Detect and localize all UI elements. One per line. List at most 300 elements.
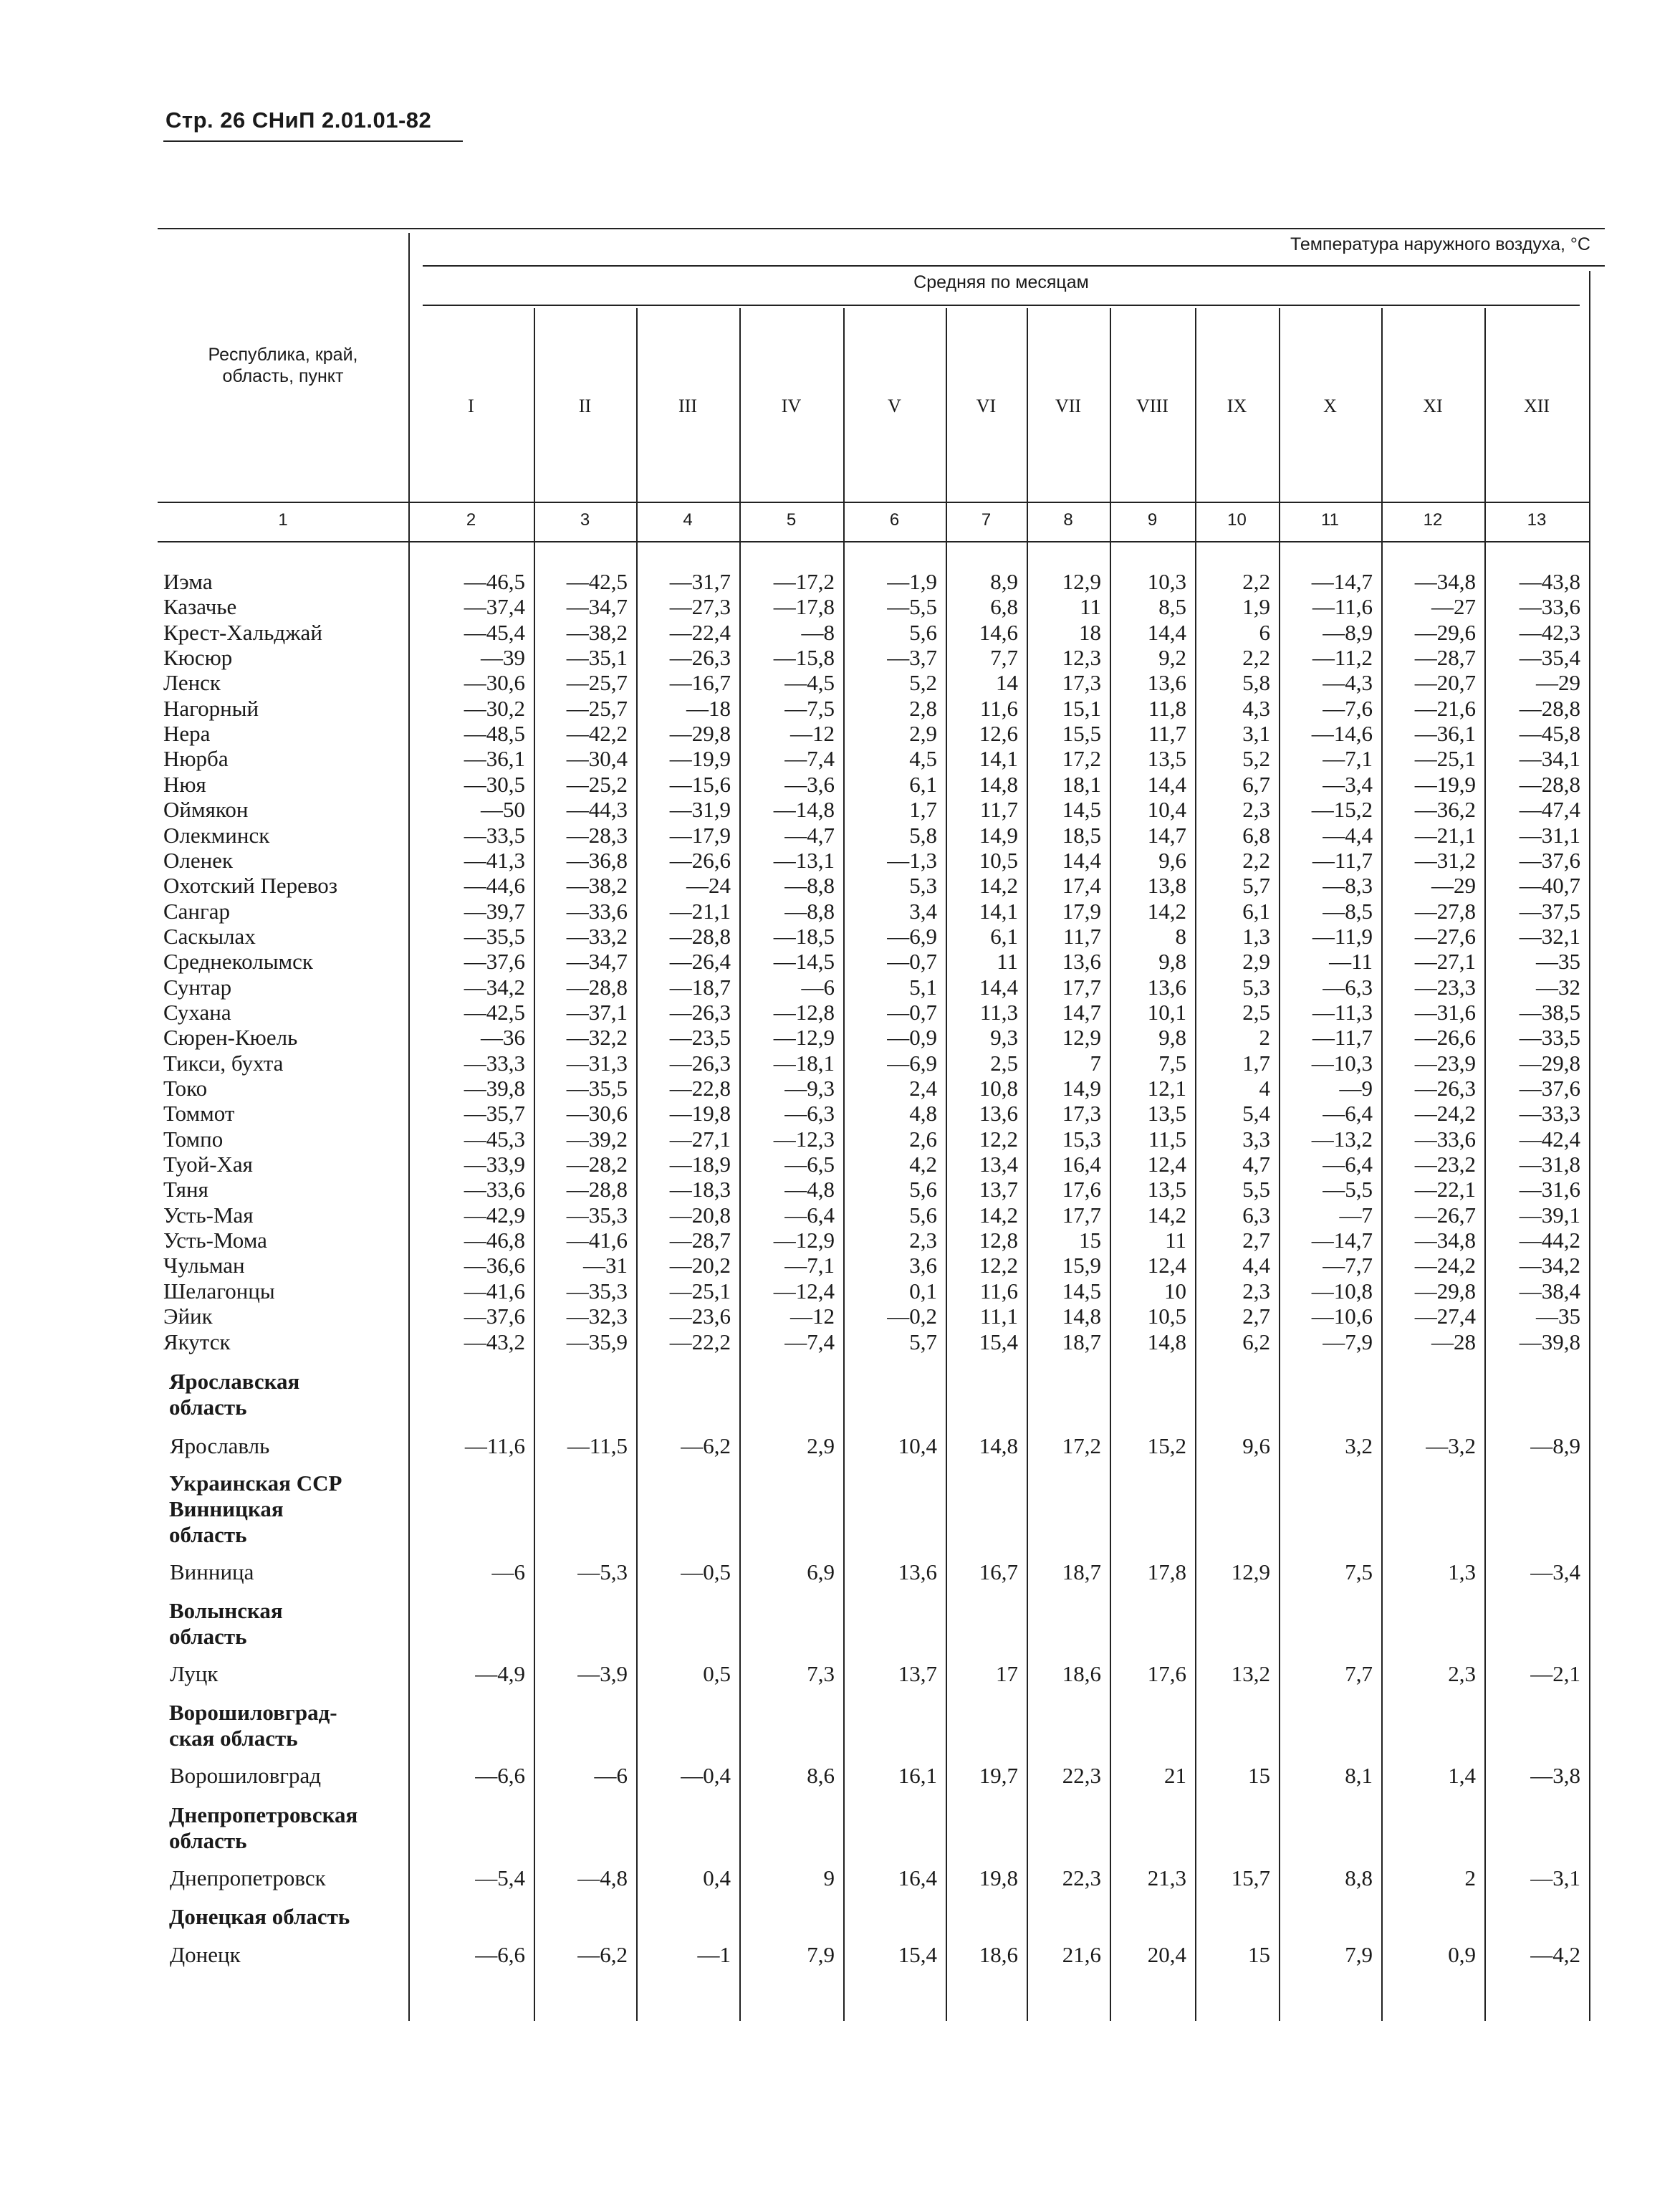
data-cell: 2,2 xyxy=(1242,645,1270,671)
data-cell: —5,4 xyxy=(475,1865,525,1890)
data-cell: —28,8 xyxy=(1519,771,1580,797)
data-cell: —24 xyxy=(686,873,731,899)
data-cell: 15,4 xyxy=(979,1329,1018,1354)
data-cell: 15 xyxy=(1248,1942,1270,1967)
data-cell: 8 xyxy=(1175,923,1186,949)
data-cell: —26,3 xyxy=(1414,1076,1476,1101)
data-cell: —22,2 xyxy=(669,1329,731,1354)
data-cell: —6,4 xyxy=(784,1202,835,1228)
section-heading: Ворошиловград- ская область xyxy=(169,1700,337,1751)
data-cell: —21,6 xyxy=(1414,695,1476,721)
data-cell: —30,2 xyxy=(464,695,525,721)
data-cell: —30,5 xyxy=(464,771,525,797)
data-cell: —45,3 xyxy=(464,1126,525,1152)
data-cell: 6,2 xyxy=(1242,1329,1270,1354)
data-cell: 7 xyxy=(1090,1050,1101,1076)
data-cell: —35,1 xyxy=(566,645,628,671)
data-cell: 17,7 xyxy=(1062,974,1101,1000)
data-cell: —26,3 xyxy=(669,999,731,1025)
data-cell: —33,3 xyxy=(464,1050,525,1076)
column-number: 10 xyxy=(1227,510,1247,530)
data-cell: —45,8 xyxy=(1519,721,1580,747)
data-cell: —38,5 xyxy=(1519,999,1580,1025)
group-header: Температура наружного воздуха, °С xyxy=(1290,234,1590,254)
data-cell: 7,9 xyxy=(1345,1942,1373,1967)
data-cell: —6,4 xyxy=(1323,1101,1373,1127)
data-cell: —32,1 xyxy=(1519,923,1580,949)
data-cell: 12,9 xyxy=(1062,569,1101,594)
data-cell: —34,7 xyxy=(566,594,628,620)
data-cell: 2,5 xyxy=(990,1050,1018,1076)
data-cell: 14 xyxy=(996,670,1018,696)
data-cell: —6,6 xyxy=(475,1942,525,1967)
data-cell: —6,6 xyxy=(475,1763,525,1788)
month-header: XII xyxy=(1523,396,1550,416)
data-cell: —6,9 xyxy=(887,1050,937,1076)
data-cell: 17,6 xyxy=(1062,1177,1101,1202)
data-cell: 18,5 xyxy=(1062,822,1101,848)
data-cell: 4,5 xyxy=(909,746,937,772)
data-cell: 13,7 xyxy=(898,1661,937,1686)
data-cell: —18,3 xyxy=(669,1177,731,1202)
data-cell: —20,2 xyxy=(669,1253,731,1278)
data-cell: —23,5 xyxy=(669,1025,731,1051)
data-cell: —33,6 xyxy=(464,1177,525,1202)
data-cell: —41,3 xyxy=(464,847,525,873)
row-name: Сюрен-Кюель xyxy=(163,1025,298,1051)
data-cell: 2,9 xyxy=(807,1433,835,1458)
data-cell: —48,5 xyxy=(464,721,525,747)
data-cell: —6,3 xyxy=(784,1101,835,1127)
data-cell: —26,6 xyxy=(1414,1025,1476,1051)
data-cell: —12,9 xyxy=(773,1228,835,1253)
data-cell: —24,2 xyxy=(1414,1253,1476,1278)
data-cell: 6,9 xyxy=(807,1559,835,1584)
data-cell: —23,2 xyxy=(1414,1152,1476,1177)
month-header: II xyxy=(578,396,592,416)
data-cell: 1,7 xyxy=(1242,1050,1270,1076)
data-cell: —38,2 xyxy=(566,873,628,899)
data-cell: —4,5 xyxy=(784,670,835,696)
data-cell: 22,3 xyxy=(1062,1763,1101,1788)
row-name: Луцк xyxy=(170,1661,219,1686)
month-header: I xyxy=(468,396,474,416)
data-cell: —12,9 xyxy=(773,1025,835,1051)
data-cell: —34,2 xyxy=(1519,1253,1580,1278)
data-cell: 1,4 xyxy=(1448,1763,1476,1788)
data-cell: —35,3 xyxy=(566,1202,628,1228)
data-cell: —6 xyxy=(594,1763,628,1788)
data-cell: —29,6 xyxy=(1414,619,1476,645)
data-cell: —13,2 xyxy=(1311,1126,1373,1152)
row-name: Усть-Мома xyxy=(163,1228,267,1253)
data-cell: 14,1 xyxy=(979,746,1018,772)
data-cell: —34,7 xyxy=(566,949,628,975)
data-cell: 21,6 xyxy=(1062,1942,1101,1967)
data-cell: 14,7 xyxy=(1062,999,1101,1025)
data-cell: —37,4 xyxy=(464,594,525,620)
data-cell: 14,6 xyxy=(979,619,1018,645)
data-cell: —7,4 xyxy=(784,746,835,772)
data-cell: 3,1 xyxy=(1242,721,1270,747)
column-number: 13 xyxy=(1527,510,1547,530)
data-cell: —10,3 xyxy=(1311,1050,1373,1076)
data-cell: 15 xyxy=(1248,1763,1270,1788)
data-cell: —39,1 xyxy=(1519,1202,1580,1228)
data-cell: —7,9 xyxy=(1323,1329,1373,1354)
data-cell: 15,1 xyxy=(1062,695,1101,721)
month-header: VII xyxy=(1055,396,1082,416)
data-cell: —35,5 xyxy=(566,1076,628,1101)
column-number: 11 xyxy=(1321,510,1339,530)
data-cell: —11,6 xyxy=(464,1433,525,1458)
data-cell: 5,7 xyxy=(909,1329,937,1354)
data-cell: 16,4 xyxy=(1062,1152,1101,1177)
subgroup-header-rule xyxy=(423,305,1580,306)
column-number: 1 xyxy=(278,510,288,530)
data-cell: —29,8 xyxy=(669,721,731,747)
data-cell: 4,4 xyxy=(1242,1253,1270,1278)
header-rule xyxy=(163,140,463,142)
data-cell: —19,8 xyxy=(669,1101,731,1127)
data-cell: —33,9 xyxy=(464,1152,525,1177)
data-cell: 10,3 xyxy=(1147,569,1186,594)
data-cell: 12,2 xyxy=(979,1126,1018,1152)
data-cell: —26,7 xyxy=(1414,1202,1476,1228)
page-header: Стр. 26 СНиП 2.01.01-82 xyxy=(165,107,432,133)
row-name: Ворошиловград xyxy=(170,1763,321,1788)
data-cell: —44,6 xyxy=(464,873,525,899)
data-cell: 15,3 xyxy=(1062,1126,1101,1152)
data-cell: 14,5 xyxy=(1062,797,1101,823)
data-cell: —50 xyxy=(481,797,525,823)
data-cell: 12,9 xyxy=(1062,1025,1101,1051)
data-cell: 14,4 xyxy=(1147,619,1186,645)
data-cell: —30,6 xyxy=(566,1101,628,1127)
data-cell: —33,6 xyxy=(1519,594,1580,620)
data-cell: 11 xyxy=(1165,1228,1186,1253)
data-cell: —25,1 xyxy=(669,1278,731,1304)
data-cell: —14,5 xyxy=(773,949,835,975)
data-cell: —17,2 xyxy=(773,569,835,594)
data-cell: 13,7 xyxy=(979,1177,1018,1202)
data-cell: —35 xyxy=(1536,1304,1580,1329)
data-cell: —11,9 xyxy=(1312,923,1373,949)
data-cell: 14,5 xyxy=(1062,1278,1101,1304)
month-header: III xyxy=(678,396,697,416)
data-cell: 5,4 xyxy=(1242,1101,1270,1127)
data-cell: —24,2 xyxy=(1414,1101,1476,1127)
month-header: IX xyxy=(1227,396,1247,416)
row-name: Иэма xyxy=(163,569,213,594)
data-cell: 4,7 xyxy=(1242,1152,1270,1177)
data-cell: —31,6 xyxy=(1519,1177,1580,1202)
data-cell: 21,3 xyxy=(1147,1865,1186,1890)
data-cell: —4,7 xyxy=(784,822,835,848)
data-cell: —44,3 xyxy=(566,797,628,823)
data-cell: —39,2 xyxy=(566,1126,628,1152)
data-cell: —30,6 xyxy=(464,670,525,696)
data-cell: —27,1 xyxy=(669,1126,731,1152)
data-cell: 3,6 xyxy=(909,1253,937,1278)
row-name: Саскылах xyxy=(163,923,256,949)
data-cell: 17,2 xyxy=(1062,746,1101,772)
data-cell: 2,3 xyxy=(1448,1661,1476,1686)
data-cell: —23,6 xyxy=(669,1304,731,1329)
data-cell: 2,3 xyxy=(1242,797,1270,823)
data-cell: 13,2 xyxy=(1231,1661,1270,1686)
data-cell: —3,4 xyxy=(1530,1559,1580,1584)
data-cell: —37,5 xyxy=(1519,898,1580,924)
data-cell: —44,2 xyxy=(1519,1228,1580,1253)
data-cell: 14,8 xyxy=(979,771,1018,797)
data-cell: 12,3 xyxy=(1062,645,1101,671)
data-cell: 9,3 xyxy=(990,1025,1018,1051)
data-cell: —26,6 xyxy=(669,847,731,873)
data-cell: —7,7 xyxy=(1323,1253,1373,1278)
data-cell: —9 xyxy=(1339,1076,1373,1101)
data-cell: 14,1 xyxy=(979,898,1018,924)
data-cell: —6,9 xyxy=(887,923,937,949)
data-cell: 14,8 xyxy=(979,1433,1018,1458)
data-cell: —43,2 xyxy=(464,1329,525,1354)
data-cell: —37,1 xyxy=(566,999,628,1025)
data-cell: 17,2 xyxy=(1062,1433,1101,1458)
data-cell: 9,8 xyxy=(1158,949,1186,975)
data-cell: 6,3 xyxy=(1242,1202,1270,1228)
data-cell: —31,7 xyxy=(669,569,731,594)
data-cell: —7,5 xyxy=(784,695,835,721)
data-cell: 17,8 xyxy=(1147,1559,1186,1584)
data-cell: 4 xyxy=(1259,1076,1270,1101)
data-cell: 14,7 xyxy=(1147,822,1186,848)
row-name: Охотский Перевоз xyxy=(163,873,338,899)
data-cell: 1,7 xyxy=(909,797,937,823)
data-cell: —31 xyxy=(583,1253,628,1278)
row-name: Чульман xyxy=(163,1253,245,1278)
data-cell: —31,8 xyxy=(1519,1152,1580,1177)
months-rule xyxy=(158,502,1590,503)
data-cell: —15,2 xyxy=(1311,797,1373,823)
data-cell: 14,2 xyxy=(979,1202,1018,1228)
data-cell: 12,4 xyxy=(1147,1253,1186,1278)
column-number: 8 xyxy=(1063,510,1073,530)
data-cell: 5,7 xyxy=(1242,873,1270,899)
data-cell: 2,9 xyxy=(909,721,937,747)
data-cell: —0,9 xyxy=(887,1025,937,1051)
data-cell: 7,7 xyxy=(990,645,1018,671)
data-cell: —12,3 xyxy=(773,1126,835,1152)
table-top-rule xyxy=(158,228,1605,229)
data-cell: —8,9 xyxy=(1530,1433,1580,1458)
data-cell: —19,9 xyxy=(669,746,731,772)
data-cell: 0,5 xyxy=(703,1661,731,1686)
data-cell: —6,2 xyxy=(681,1433,731,1458)
data-cell: —32,3 xyxy=(566,1304,628,1329)
row-name: Нера xyxy=(163,721,211,747)
data-cell: 10,8 xyxy=(979,1076,1018,1101)
data-cell: 15 xyxy=(1079,1228,1101,1253)
data-cell: —26,4 xyxy=(669,949,731,975)
row-name: Кюсюр xyxy=(163,645,233,671)
data-cell: 1,9 xyxy=(1242,594,1270,620)
data-cell: 5,3 xyxy=(1242,974,1270,1000)
data-cell: 2,9 xyxy=(1242,949,1270,975)
data-cell: 15,9 xyxy=(1062,1253,1101,1278)
data-cell: —27 xyxy=(1431,594,1476,620)
data-cell: —36,8 xyxy=(566,847,628,873)
data-cell: —18,7 xyxy=(669,974,731,1000)
data-cell: 2,7 xyxy=(1242,1228,1270,1253)
row-name: Крест-Хальджай xyxy=(163,619,322,645)
data-cell: —27,6 xyxy=(1414,923,1476,949)
data-cell: 1,3 xyxy=(1448,1559,1476,1584)
data-cell: —5,5 xyxy=(887,594,937,620)
data-cell: —7,6 xyxy=(1323,695,1373,721)
data-cell: —11,7 xyxy=(1312,1025,1373,1051)
data-cell: —6 xyxy=(801,974,835,1000)
data-cell: —33,3 xyxy=(1519,1101,1580,1127)
data-cell: 1,3 xyxy=(1242,923,1270,949)
data-cell: —32,2 xyxy=(566,1025,628,1051)
data-cell: —6,5 xyxy=(784,1152,835,1177)
data-cell: 6 xyxy=(1259,619,1270,645)
data-cell: 12,2 xyxy=(979,1253,1018,1278)
data-cell: 11,8 xyxy=(1148,695,1186,721)
data-cell: 4,3 xyxy=(1242,695,1270,721)
row-name: Среднеколымск xyxy=(163,949,313,975)
column-number: 9 xyxy=(1147,510,1158,530)
data-cell: —9,3 xyxy=(784,1076,835,1101)
data-cell: 8,8 xyxy=(1345,1865,1373,1890)
row-name: Нагорный xyxy=(163,695,259,721)
data-cell: —28,7 xyxy=(1414,645,1476,671)
data-cell: —12,8 xyxy=(773,999,835,1025)
row-name: Сухана xyxy=(163,999,231,1025)
data-cell: 4,2 xyxy=(909,1152,937,1177)
section-heading: Донецкая область xyxy=(169,1904,350,1929)
data-cell: 18,1 xyxy=(1062,771,1101,797)
data-cell: 2 xyxy=(1464,1865,1476,1890)
data-cell: 17,3 xyxy=(1062,670,1101,696)
data-cell: 18,7 xyxy=(1062,1329,1101,1354)
data-cell: —17,8 xyxy=(773,594,835,620)
data-cell: —20,8 xyxy=(669,1202,731,1228)
row-name: Нюя xyxy=(163,771,206,797)
data-cell: —32 xyxy=(1536,974,1580,1000)
row-name: Туой-Хая xyxy=(163,1152,253,1177)
data-cell: —23,9 xyxy=(1414,1050,1476,1076)
row-name: Тикси, бухта xyxy=(163,1050,284,1076)
column-number: 4 xyxy=(683,510,693,530)
data-cell: —8,8 xyxy=(784,873,835,899)
data-cell: —7 xyxy=(1339,1202,1373,1228)
data-cell: —3,9 xyxy=(577,1661,628,1686)
data-cell: —18 xyxy=(686,695,731,721)
data-cell: 17 xyxy=(996,1661,1018,1686)
data-cell: —6 xyxy=(491,1559,525,1584)
data-cell: —16,7 xyxy=(669,670,731,696)
data-cell: —31,2 xyxy=(1414,847,1476,873)
data-cell: 17,7 xyxy=(1062,1202,1101,1228)
data-cell: —1,9 xyxy=(887,569,937,594)
data-cell: 2,8 xyxy=(909,695,937,721)
data-cell: 5,6 xyxy=(909,619,937,645)
data-cell: —35,7 xyxy=(464,1101,525,1127)
data-cell: —29,8 xyxy=(1414,1278,1476,1304)
column-number: 6 xyxy=(889,510,900,530)
data-cell: —35,5 xyxy=(464,923,525,949)
data-cell: —46,8 xyxy=(464,1228,525,1253)
month-header: IV xyxy=(781,396,802,416)
data-cell: —37,6 xyxy=(1519,1076,1580,1101)
data-cell: 5,3 xyxy=(909,873,937,899)
data-cell: —26,3 xyxy=(669,645,731,671)
data-cell: —43,8 xyxy=(1519,569,1580,594)
data-cell: 2,3 xyxy=(1242,1278,1270,1304)
data-cell: 14,9 xyxy=(1062,1076,1101,1101)
data-cell: —28,8 xyxy=(566,1177,628,1202)
data-cell: —12,4 xyxy=(773,1278,835,1304)
data-cell: —41,6 xyxy=(566,1228,628,1253)
column-number: 2 xyxy=(466,510,476,530)
data-cell: 0,4 xyxy=(703,1865,731,1890)
data-cell: —10,6 xyxy=(1311,1304,1373,1329)
data-cell: 10,1 xyxy=(1147,999,1186,1025)
month-header: V xyxy=(888,396,901,416)
data-cell: —22,8 xyxy=(669,1076,731,1101)
data-cell: 14,2 xyxy=(979,873,1018,899)
data-cell: 11,6 xyxy=(979,1278,1018,1304)
row-name: Казачье xyxy=(163,594,237,620)
data-cell: —42,3 xyxy=(1519,619,1580,645)
data-cell: —15,6 xyxy=(669,771,731,797)
section-heading: Украинская ССР Винницкая область xyxy=(169,1471,342,1547)
data-cell: —38,4 xyxy=(1519,1278,1580,1304)
data-cell: —5,5 xyxy=(1323,1177,1373,1202)
section-heading: Волынская область xyxy=(169,1598,283,1649)
data-cell: 18,6 xyxy=(1062,1661,1101,1686)
data-cell: —38,2 xyxy=(566,619,628,645)
data-cell: —0,5 xyxy=(681,1559,731,1584)
row-name: Томпо xyxy=(163,1126,224,1152)
data-cell: 11,6 xyxy=(979,695,1018,721)
data-cell: —28,7 xyxy=(669,1228,731,1253)
data-cell: —4,3 xyxy=(1323,670,1373,696)
data-cell: —36,1 xyxy=(464,746,525,772)
data-cell: —1 xyxy=(697,1942,731,1967)
data-cell: —31,1 xyxy=(1519,822,1580,848)
group-header-rule xyxy=(423,265,1605,267)
data-cell: 7,7 xyxy=(1345,1661,1373,1686)
data-cell: 5,8 xyxy=(909,822,937,848)
data-cell: —8,9 xyxy=(1323,619,1373,645)
row-name: Эйик xyxy=(163,1304,213,1329)
data-cell: —42,9 xyxy=(464,1202,525,1228)
data-cell: —20,7 xyxy=(1414,670,1476,696)
data-cell: 13,6 xyxy=(1147,670,1186,696)
data-cell: —12 xyxy=(790,1304,835,1329)
data-cell: —35,4 xyxy=(1519,645,1580,671)
data-cell: —4,8 xyxy=(784,1177,835,1202)
data-cell: —0,4 xyxy=(681,1763,731,1788)
data-cell: 6,8 xyxy=(1242,822,1270,848)
data-cell: —3,6 xyxy=(784,771,835,797)
data-cell: —37,6 xyxy=(464,949,525,975)
data-cell: 10,5 xyxy=(1147,1304,1186,1329)
data-cell: 16,4 xyxy=(898,1865,937,1890)
data-cell: —39,7 xyxy=(464,898,525,924)
